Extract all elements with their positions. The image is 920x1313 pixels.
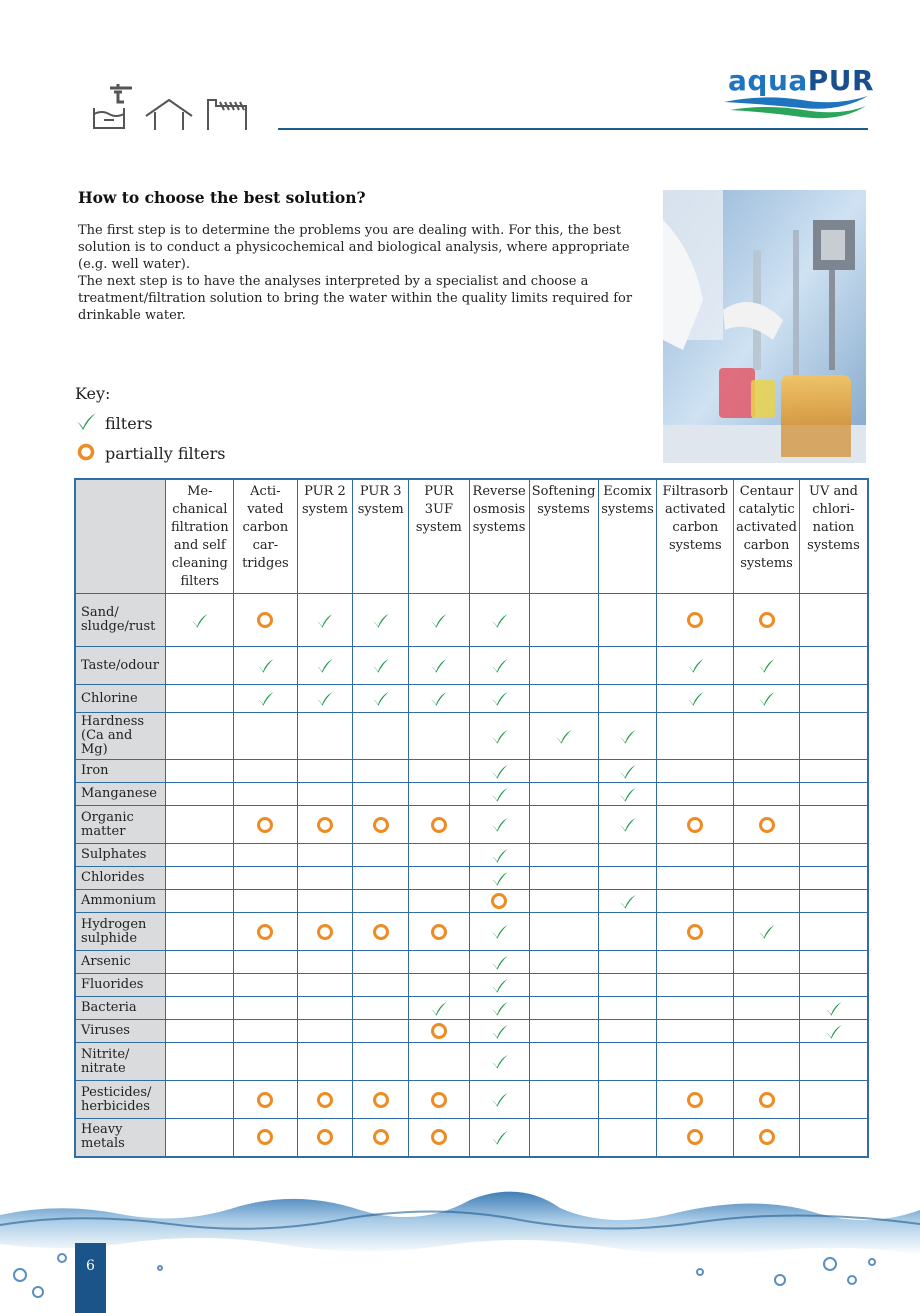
empty-cell [799,685,868,713]
empty-cell [799,806,868,844]
empty-cell [657,783,734,806]
empty-cell [799,951,868,974]
table-row [75,890,868,913]
key-partial [75,440,225,466]
empty-cell [297,951,353,974]
check-icon [598,890,657,913]
page-number-box [75,1243,106,1313]
circle-icon [409,913,470,951]
circle-icon [234,913,297,951]
empty-cell [297,997,353,1020]
empty-cell [799,974,868,997]
check-icon [734,647,800,685]
empty-cell [353,867,409,890]
check-icon [657,685,734,713]
row-label: Heavy metals [75,1119,166,1157]
check-icon [469,1043,529,1081]
empty-cell [529,685,598,713]
page-number: 6 [86,1258,95,1274]
empty-cell [166,1020,234,1043]
row-label: Bacteria [75,997,166,1020]
column-header: PUR 3 system [353,479,409,594]
empty-cell [409,713,470,760]
empty-cell [409,890,470,913]
check-icon [469,1119,529,1157]
empty-cell [166,997,234,1020]
empty-cell [657,760,734,783]
check-icon [469,783,529,806]
empty-cell [799,1043,868,1081]
circle-icon [234,1119,297,1157]
table-row [75,997,868,1020]
empty-cell [734,867,800,890]
aquapur-logo [722,62,875,124]
table-row [75,867,868,890]
empty-cell [529,806,598,844]
empty-cell [734,890,800,913]
empty-cell [657,1043,734,1081]
table-row [75,913,868,951]
column-header: Centaur catalytic activated carbon systems [734,479,800,594]
water-splash-footer [0,1180,920,1313]
empty-cell [297,713,353,760]
laboratory-photo [663,190,866,463]
empty-cell [799,783,868,806]
circle-icon [734,1081,800,1119]
check-icon [469,594,529,647]
empty-cell [297,1020,353,1043]
table-row [75,1043,868,1081]
check-icon [469,844,529,867]
empty-cell [353,1020,409,1043]
circle-icon [469,890,529,913]
circle-icon [734,1119,800,1157]
empty-cell [799,890,868,913]
circle-icon [734,806,800,844]
row-label: Hydrogen sulphide [75,913,166,951]
intro-paragraph-2: The next step is to have the analyses interpreted by a specialist and choose a treatment/filtration solution to bring the water within the quality limits required for drinkable water. [78,274,633,323]
empty-cell [657,844,734,867]
empty-cell [409,867,470,890]
table-row [75,647,868,685]
empty-cell [657,867,734,890]
row-label: Sand/ sludge/rust [75,594,166,647]
row-label: Sulphates [75,844,166,867]
check-icon [234,647,297,685]
empty-cell [734,974,800,997]
table-row [75,760,868,783]
check-icon [409,997,470,1020]
intro-text [78,222,653,324]
check-icon [234,685,297,713]
empty-cell [734,713,800,760]
empty-cell [529,867,598,890]
key-filters-label: filters [105,413,153,433]
check-icon [799,997,868,1020]
empty-cell [529,594,598,647]
empty-cell [166,844,234,867]
empty-cell [353,713,409,760]
empty-cell [409,951,470,974]
table-row [75,1119,868,1157]
empty-cell [799,844,868,867]
empty-cell [166,867,234,890]
empty-cell [799,647,868,685]
empty-cell [353,760,409,783]
section-title: How to choose the best solution? [78,188,366,207]
empty-cell [409,844,470,867]
check-icon [598,760,657,783]
empty-cell [529,997,598,1020]
check-icon [297,594,353,647]
empty-cell [529,1020,598,1043]
check-icon [469,713,529,760]
circle-icon [657,1119,734,1157]
empty-cell [734,783,800,806]
check-icon [469,974,529,997]
check-icon [469,913,529,951]
logo-wave-icon [722,92,872,122]
empty-cell [598,997,657,1020]
empty-cell [598,1081,657,1119]
check-icon [353,647,409,685]
empty-cell [166,1043,234,1081]
empty-cell [529,1081,598,1119]
column-header: UV and chlori- nation systems [799,479,868,594]
table-row [75,1081,868,1119]
empty-cell [529,844,598,867]
empty-cell [799,594,868,647]
empty-cell [166,783,234,806]
empty-cell [353,974,409,997]
check-icon [598,806,657,844]
check-icon [469,760,529,783]
check-icon [469,647,529,685]
empty-cell [529,1119,598,1157]
row-label: Chlorine [75,685,166,713]
circle-icon [234,1081,297,1119]
empty-cell [598,594,657,647]
key-partial-label: partially filters [105,443,226,463]
check-icon [799,1020,868,1043]
circle-icon [297,913,353,951]
check-icon [353,594,409,647]
empty-cell [166,806,234,844]
check-icon [75,411,97,435]
empty-cell [297,1043,353,1081]
empty-cell [598,913,657,951]
empty-cell [657,713,734,760]
circle-icon [297,1081,353,1119]
circle-icon [353,1119,409,1157]
column-header: Me- chanical filtration and self cleaning filters [166,479,234,594]
empty-cell [598,1043,657,1081]
row-label: Arsenic [75,951,166,974]
empty-cell [657,997,734,1020]
circle-icon [409,1081,470,1119]
empty-cell [799,913,868,951]
empty-cell [297,760,353,783]
circle-icon [409,806,470,844]
check-icon [598,783,657,806]
empty-cell [598,1119,657,1157]
factory-icon [208,100,246,130]
empty-cell [598,974,657,997]
table-body [75,594,868,1157]
check-icon [353,685,409,713]
check-icon [297,647,353,685]
circle-icon [234,806,297,844]
column-header: Filtrasorb activated carbon systems [657,479,734,594]
empty-cell [297,783,353,806]
row-label: Viruses [75,1020,166,1043]
key-title: Key: [75,384,111,403]
check-icon [469,1081,529,1119]
empty-cell [799,760,868,783]
row-label: Hardness (Ca and Mg) [75,713,166,760]
empty-cell [166,974,234,997]
table-header-row [75,479,868,594]
circle-icon [657,806,734,844]
circle-icon [353,913,409,951]
circle-icon [234,594,297,647]
circle-icon [657,1081,734,1119]
table-row [75,594,868,647]
empty-cell [234,783,297,806]
empty-cell [297,844,353,867]
empty-cell [353,1043,409,1081]
table-row [75,951,868,974]
empty-cell [234,1043,297,1081]
empty-cell [799,1081,868,1119]
empty-cell [799,867,868,890]
empty-cell [734,997,800,1020]
empty-cell [657,974,734,997]
empty-cell [297,867,353,890]
table-row [75,685,868,713]
empty-cell [166,890,234,913]
circle-icon [353,806,409,844]
table-row [75,713,868,760]
check-icon [657,647,734,685]
row-label: Taste/odour [75,647,166,685]
check-icon [409,647,470,685]
empty-cell [234,974,297,997]
empty-cell [734,951,800,974]
empty-cell [529,1043,598,1081]
table-row [75,806,868,844]
logo-text-aqua: aqua [728,64,808,97]
empty-cell [297,974,353,997]
circle-icon [75,440,97,466]
circle-icon [409,1020,470,1043]
intro-paragraph-1: The first step is to determine the problems you are dealing with. For this, the best solution is to conduct a physicochemical and biological analysis, where appropriate (e.g. well water). [78,223,630,272]
column-header: Ecomix systems [598,479,657,594]
empty-cell [353,890,409,913]
empty-cell [529,647,598,685]
circle-icon [297,1119,353,1157]
check-icon [469,806,529,844]
table-row [75,1020,868,1043]
circle-icon [657,594,734,647]
circle-icon [657,913,734,951]
row-label: Pesticides/ herbicides [75,1081,166,1119]
empty-cell [409,1043,470,1081]
empty-cell [234,951,297,974]
row-label: Nitrite/ nitrate [75,1043,166,1081]
empty-cell [234,867,297,890]
water-tap-icon [94,84,132,128]
usage-icons [92,80,252,136]
empty-cell [234,997,297,1020]
circle-icon [734,594,800,647]
column-header: Reverse osmosis systems [469,479,529,594]
row-label: Chlorides [75,867,166,890]
empty-cell [529,783,598,806]
empty-cell [166,1119,234,1157]
empty-cell [234,844,297,867]
empty-cell [799,713,868,760]
row-label: Manganese [75,783,166,806]
column-header: Softening systems [529,479,598,594]
empty-cell [166,713,234,760]
empty-cell [734,844,800,867]
empty-cell [166,647,234,685]
empty-cell [297,890,353,913]
empty-cell [166,760,234,783]
empty-cell [353,997,409,1020]
empty-cell [353,783,409,806]
empty-cell [657,951,734,974]
row-label: Ammonium [75,890,166,913]
empty-cell [734,1043,800,1081]
check-icon [297,685,353,713]
check-icon [409,594,470,647]
empty-cell [409,974,470,997]
empty-cell [598,647,657,685]
solution-matrix-table [74,478,869,1158]
check-icon [469,997,529,1020]
key-filters [75,411,153,435]
table-row [75,783,868,806]
column-header: Acti- vated carbon car- tridges [234,479,297,594]
empty-cell [598,1020,657,1043]
empty-cell [234,890,297,913]
empty-cell [529,974,598,997]
empty-cell [234,1020,297,1043]
table-corner-cell [75,479,166,594]
check-icon [469,867,529,890]
empty-cell [598,867,657,890]
check-icon [734,913,800,951]
empty-cell [529,760,598,783]
empty-cell [409,783,470,806]
table-row [75,974,868,997]
empty-cell [657,1020,734,1043]
check-icon [598,713,657,760]
empty-cell [353,951,409,974]
check-icon [469,951,529,974]
house-icon [146,100,192,130]
empty-cell [598,685,657,713]
table-row [75,844,868,867]
empty-cell [734,1020,800,1043]
circle-icon [353,1081,409,1119]
check-icon [409,685,470,713]
check-icon [734,685,800,713]
empty-cell [166,1081,234,1119]
circle-icon [409,1119,470,1157]
empty-cell [529,913,598,951]
empty-cell [166,685,234,713]
column-header: PUR 3UF system [409,479,470,594]
empty-cell [166,913,234,951]
empty-cell [234,760,297,783]
row-label: Iron [75,760,166,783]
empty-cell [529,951,598,974]
empty-cell [529,890,598,913]
empty-cell [353,844,409,867]
empty-cell [799,1119,868,1157]
empty-cell [234,713,297,760]
check-icon [469,685,529,713]
empty-cell [598,951,657,974]
check-icon [469,1020,529,1043]
header-rule [278,128,868,130]
row-label: Organic matter [75,806,166,844]
circle-icon [297,806,353,844]
logo-text-pur: PUR [807,64,875,97]
empty-cell [409,760,470,783]
empty-cell [166,951,234,974]
row-label: Fluorides [75,974,166,997]
column-header: PUR 2 system [297,479,353,594]
empty-cell [598,844,657,867]
empty-cell [657,890,734,913]
empty-cell [734,760,800,783]
check-icon [166,594,234,647]
check-icon [529,713,598,760]
